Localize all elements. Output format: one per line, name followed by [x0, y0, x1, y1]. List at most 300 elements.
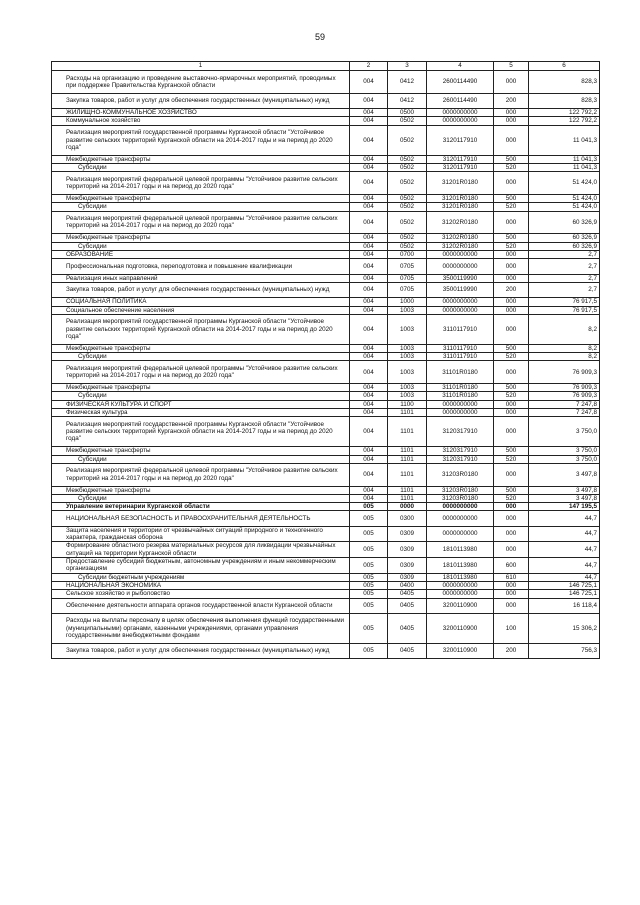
row-target: 3120317910: [427, 447, 494, 455]
row-section: 1101: [388, 447, 427, 455]
row-code: 005: [350, 526, 388, 542]
table-row: [52, 298, 600, 306]
row-section: 0502: [388, 211, 427, 234]
row-name: Защита населения и территории от чрезвычайных ситуаций природного и техногенного характера, гражданская оборона: [52, 526, 350, 542]
row-amount: 146 725,1: [529, 590, 600, 598]
table-row: [52, 306, 600, 314]
row-amount: 147 195,5: [529, 503, 600, 511]
row-type: 100: [494, 613, 529, 643]
row-target: 0000000000: [427, 581, 494, 589]
row-name: Субсидии: [52, 494, 350, 502]
row-section: 1101: [388, 494, 427, 502]
row-amount: 44,7: [529, 526, 600, 542]
row-target: 31101R0180: [427, 384, 494, 392]
row-amount: 3 497,8: [529, 486, 600, 494]
row-amount: 60 326,9: [529, 211, 600, 234]
row-amount: 8,2: [529, 344, 600, 352]
table-row: [52, 408, 600, 416]
page-number: 59: [314, 32, 325, 42]
row-amount: 756,3: [529, 643, 600, 658]
row-type: 000: [494, 109, 529, 117]
row-section: 1003: [388, 306, 427, 314]
row-name: Субсидии: [52, 203, 350, 211]
row-amount: 60 326,9: [529, 234, 600, 242]
table-row: [52, 361, 600, 384]
header-col-3: 3: [388, 62, 427, 71]
row-code: 004: [350, 259, 388, 274]
row-target: 0000000000: [427, 306, 494, 314]
row-type: 000: [494, 274, 529, 282]
row-section: 0405: [388, 598, 427, 613]
row-name: СОЦИАЛЬНАЯ ПОЛИТИКА: [52, 298, 350, 306]
row-code: 005: [350, 511, 388, 526]
table-row: [52, 194, 600, 202]
row-section: 0412: [388, 71, 427, 94]
row-code: 004: [350, 203, 388, 211]
row-section: 1101: [388, 486, 427, 494]
row-target: 3120317910: [427, 455, 494, 463]
row-name: Реализация мероприятий федеральной целевой программы "Устойчивое развитие сельских территорий на 2014-2017 годы и на период до 2020 года": [52, 172, 350, 195]
row-section: 0502: [388, 155, 427, 163]
row-section: 1101: [388, 455, 427, 463]
row-code: 004: [350, 125, 388, 155]
row-type: 000: [494, 314, 529, 344]
row-target: 31202R0180: [427, 211, 494, 234]
row-name: Межбюджетные трансферты: [52, 447, 350, 455]
row-section: 0502: [388, 125, 427, 155]
row-type: 500: [494, 234, 529, 242]
table-row: [52, 250, 600, 258]
row-amount: 3 750,0: [529, 417, 600, 447]
table-row: [52, 417, 600, 447]
row-target: 0000000000: [427, 250, 494, 258]
row-amount: 44,7: [529, 573, 600, 581]
row-name: Межбюджетные трансферты: [52, 384, 350, 392]
table-row: [52, 314, 600, 344]
row-section: 1101: [388, 463, 427, 486]
row-target: 0000000000: [427, 298, 494, 306]
row-target: 2600114490: [427, 71, 494, 94]
row-target: 31202R0180: [427, 234, 494, 242]
row-code: 004: [350, 211, 388, 234]
row-amount: 11 041,3: [529, 155, 600, 163]
row-code: 004: [350, 194, 388, 202]
table-header-row: [52, 62, 600, 71]
table-row: [52, 344, 600, 352]
row-code: 004: [350, 361, 388, 384]
row-section: 0705: [388, 259, 427, 274]
row-type: 000: [494, 598, 529, 613]
row-target: 0000000000: [427, 590, 494, 598]
row-name: Межбюджетные трансферты: [52, 344, 350, 352]
row-amount: 3 750,0: [529, 455, 600, 463]
row-code: 004: [350, 384, 388, 392]
table-row: [52, 455, 600, 463]
table-row: [52, 558, 600, 574]
row-target: 1810113980: [427, 573, 494, 581]
row-section: 0405: [388, 613, 427, 643]
header-col-4: 4: [427, 62, 494, 71]
row-type: 500: [494, 447, 529, 455]
row-target: 1810113980: [427, 558, 494, 574]
row-section: 0405: [388, 643, 427, 658]
row-target: 1810113980: [427, 542, 494, 558]
row-name: Формирование областного резерва материальных ресурсов для ликвидации чрезвычайных ситуаций на территории Курганской области: [52, 542, 350, 558]
row-name: Физическая культура: [52, 408, 350, 416]
row-name: Субсидии бюджетным учреждениям: [52, 573, 350, 581]
row-amount: 11 041,3: [529, 125, 600, 155]
row-section: 1100: [388, 400, 427, 408]
row-target: 0000000000: [427, 117, 494, 125]
row-code: 004: [350, 274, 388, 282]
row-target: 0000000000: [427, 400, 494, 408]
row-type: 500: [494, 486, 529, 494]
row-amount: 2,7: [529, 250, 600, 258]
row-type: 000: [494, 542, 529, 558]
row-amount: 2,7: [529, 282, 600, 297]
row-amount: 122 792,2: [529, 109, 600, 117]
table-row: [52, 463, 600, 486]
header-col-5: 5: [494, 62, 529, 71]
row-type: 000: [494, 526, 529, 542]
row-name: НАЦИОНАЛЬНАЯ БЕЗОПАСНОСТЬ И ПРАВООХРАНИТЕЛЬНАЯ ДЕЯТЕЛЬНОСТЬ: [52, 511, 350, 526]
row-section: 1101: [388, 408, 427, 416]
row-section: 1003: [388, 344, 427, 352]
row-amount: 60 326,9: [529, 242, 600, 250]
row-code: 005: [350, 643, 388, 658]
row-amount: 8,2: [529, 353, 600, 361]
row-target: 3500119990: [427, 282, 494, 297]
row-code: 004: [350, 314, 388, 344]
table-row: [52, 71, 600, 94]
row-target: 0000000000: [427, 408, 494, 416]
table-row: [52, 643, 600, 658]
table-row: [52, 526, 600, 542]
row-amount: 828,3: [529, 71, 600, 94]
row-type: 200: [494, 643, 529, 658]
row-name: Реализация мероприятий государственной программы Курганской области "Устойчивое развитие сельских территорий Курганской области на 2014-2017 годы и на период до 2020 года": [52, 417, 350, 447]
table-row: [52, 447, 600, 455]
row-type: 600: [494, 558, 529, 574]
table-row: [52, 494, 600, 502]
row-type: 200: [494, 282, 529, 297]
row-target: 0000000000: [427, 511, 494, 526]
row-target: 0000000000: [427, 526, 494, 542]
row-section: 0405: [388, 590, 427, 598]
row-amount: 44,7: [529, 511, 600, 526]
row-target: 0000000000: [427, 259, 494, 274]
row-code: 004: [350, 250, 388, 258]
table-row: [52, 282, 600, 297]
row-name: Реализация иных направлений: [52, 274, 350, 282]
table-row: [52, 384, 600, 392]
row-target: 3110117910: [427, 353, 494, 361]
row-section: 1003: [388, 353, 427, 361]
row-target: 3120117910: [427, 125, 494, 155]
row-amount: 3 497,8: [529, 494, 600, 502]
row-amount: 51 424,0: [529, 172, 600, 195]
row-section: 0500: [388, 109, 427, 117]
row-target: 31201R0180: [427, 203, 494, 211]
row-amount: 3 750,0: [529, 447, 600, 455]
row-name: Реализация мероприятий федеральной целевой программы "Устойчивое развитие сельских территорий на 2014-2017 годы и на период до 2020 года": [52, 463, 350, 486]
table-row: [52, 155, 600, 163]
row-type: 000: [494, 511, 529, 526]
row-name: Сельское хозяйство и рыболовство: [52, 590, 350, 598]
row-code: 005: [350, 573, 388, 581]
row-section: 1000: [388, 298, 427, 306]
row-type: 500: [494, 344, 529, 352]
row-target: 31101R0180: [427, 392, 494, 400]
row-type: 000: [494, 172, 529, 195]
row-type: 000: [494, 408, 529, 416]
row-name: Закупка товаров, работ и услуг для обеспечения государственных (муниципальных) нужд: [52, 93, 350, 108]
row-type: 610: [494, 573, 529, 581]
row-amount: 828,3: [529, 93, 600, 108]
row-amount: 2,7: [529, 274, 600, 282]
row-name: Обеспечение деятельности аппарата органов государственной власти Курганской области: [52, 598, 350, 613]
row-code: 005: [350, 590, 388, 598]
row-target: 3200110900: [427, 613, 494, 643]
row-target: 3120117910: [427, 155, 494, 163]
row-code: 005: [350, 598, 388, 613]
row-section: 0502: [388, 117, 427, 125]
header-col-1: 1: [52, 62, 350, 71]
row-section: 0309: [388, 558, 427, 574]
row-name: Межбюджетные трансферты: [52, 486, 350, 494]
row-code: 004: [350, 417, 388, 447]
row-amount: 44,7: [529, 558, 600, 574]
row-type: 520: [494, 203, 529, 211]
row-section: 1101: [388, 417, 427, 447]
row-name: Закупка товаров, работ и услуг для обеспечения государственных (муниципальных) нужд: [52, 643, 350, 658]
row-code: 004: [350, 447, 388, 455]
row-code: 004: [350, 172, 388, 195]
row-target: 31202R0180: [427, 242, 494, 250]
row-code: 004: [350, 486, 388, 494]
table-row: [52, 503, 600, 511]
row-section: 0502: [388, 203, 427, 211]
table-row: [52, 274, 600, 282]
row-type: 000: [494, 117, 529, 125]
row-section: 1003: [388, 361, 427, 384]
table-row: [52, 125, 600, 155]
row-code: 005: [350, 558, 388, 574]
row-code: 004: [350, 306, 388, 314]
row-section: 0400: [388, 581, 427, 589]
row-type: 520: [494, 494, 529, 502]
row-name: Межбюджетные трансферты: [52, 194, 350, 202]
row-name: Субсидии: [52, 353, 350, 361]
header-col-6: 6: [529, 62, 600, 71]
row-name: Субсидии: [52, 163, 350, 171]
row-type: 520: [494, 242, 529, 250]
row-section: 0502: [388, 163, 427, 171]
row-type: 000: [494, 306, 529, 314]
table-row: [52, 353, 600, 361]
row-type: 500: [494, 194, 529, 202]
row-amount: 51 424,0: [529, 203, 600, 211]
row-target: 31203R0180: [427, 494, 494, 502]
row-name: Профессиональная подготовка, переподготовка и повышение квалификации: [52, 259, 350, 274]
row-type: 000: [494, 361, 529, 384]
row-code: 004: [350, 494, 388, 502]
table-row: [52, 234, 600, 242]
row-section: 0309: [388, 573, 427, 581]
row-section: 1003: [388, 314, 427, 344]
row-section: 1003: [388, 384, 427, 392]
row-code: 004: [350, 353, 388, 361]
row-amount: 51 424,0: [529, 194, 600, 202]
row-name: Реализация мероприятий федеральной целевой программы "Устойчивое развитие сельских территорий на 2014-2017 годы и на период до 2020 года": [52, 361, 350, 384]
row-section: 0700: [388, 250, 427, 258]
row-section: 0502: [388, 172, 427, 195]
row-code: 004: [350, 93, 388, 108]
row-target: 3200110900: [427, 598, 494, 613]
row-section: 0502: [388, 194, 427, 202]
row-code: 004: [350, 71, 388, 94]
row-name: Реализация мероприятий государственной программы Курганской области "Устойчивое развитие сельских территорий Курганской области на 2014-2017 годы и на период до 2020 года": [52, 125, 350, 155]
row-amount: 2,7: [529, 259, 600, 274]
row-section: 0300: [388, 511, 427, 526]
row-name: Расходы на выплаты персоналу в целях обеспечения выполнения функций государственными (муниципальными) органами, казенными учреждениями, органами управления государственными внебюджетными фондами: [52, 613, 350, 643]
row-code: 005: [350, 542, 388, 558]
row-amount: 76 917,5: [529, 298, 600, 306]
header-col-2: 2: [350, 62, 388, 71]
row-type: 000: [494, 125, 529, 155]
row-target: 3110117910: [427, 344, 494, 352]
row-amount: 76 917,5: [529, 306, 600, 314]
row-name: Расходы на организацию и проведение выставочно-ярмарочных мероприятий, проводимых при поддержке Правительства Курганской области: [52, 71, 350, 94]
table-row: [52, 400, 600, 408]
row-section: 0309: [388, 542, 427, 558]
row-type: 000: [494, 400, 529, 408]
row-amount: 11 041,3: [529, 163, 600, 171]
row-amount: 122 792,2: [529, 117, 600, 125]
row-name: Субсидии: [52, 242, 350, 250]
table-row: [52, 581, 600, 589]
row-section: 0705: [388, 274, 427, 282]
row-target: 0000000000: [427, 503, 494, 511]
row-type: 520: [494, 353, 529, 361]
row-type: 000: [494, 581, 529, 589]
row-code: 004: [350, 234, 388, 242]
row-type: 500: [494, 384, 529, 392]
row-target: 3120117910: [427, 163, 494, 171]
row-amount: 16 118,4: [529, 598, 600, 613]
row-name: Субсидии: [52, 455, 350, 463]
row-name: ЖИЛИЩНО-КОММУНАЛЬНОЕ ХОЗЯЙСТВО: [52, 109, 350, 117]
row-name: ОБРАЗОВАНИЕ: [52, 250, 350, 258]
row-code: 004: [350, 400, 388, 408]
row-code: 005: [350, 581, 388, 589]
budget-table: [51, 61, 600, 659]
row-code: 004: [350, 408, 388, 416]
row-type: 000: [494, 590, 529, 598]
row-name: НАЦИОНАЛЬНАЯ ЭКОНОМИКА: [52, 581, 350, 589]
table-row: [52, 93, 600, 108]
row-type: 000: [494, 211, 529, 234]
row-section: 0309: [388, 526, 427, 542]
row-name: Реализация мероприятий государственной программы Курганской области "Устойчивое развитие сельских территорий Курганской области на 2014-2017 годы и на период до 2020 года": [52, 314, 350, 344]
row-section: 0502: [388, 234, 427, 242]
row-target: 3200110900: [427, 643, 494, 658]
row-name: Коммунальное хозяйство: [52, 117, 350, 125]
row-amount: 7 247,8: [529, 408, 600, 416]
row-target: 31201R0180: [427, 172, 494, 195]
row-code: 004: [350, 282, 388, 297]
row-target: 0000000000: [427, 109, 494, 117]
row-type: 000: [494, 463, 529, 486]
row-target: 31101R0180: [427, 361, 494, 384]
row-code: 005: [350, 503, 388, 511]
row-code: 004: [350, 109, 388, 117]
row-name: Закупка товаров, работ и услуг для обеспечения государственных (муниципальных) нужд: [52, 282, 350, 297]
row-code: 004: [350, 392, 388, 400]
row-type: 000: [494, 259, 529, 274]
row-amount: 76 909,3: [529, 361, 600, 384]
table-row: [52, 486, 600, 494]
row-amount: 76 909,3: [529, 392, 600, 400]
row-type: 000: [494, 250, 529, 258]
row-amount: 146 725,1: [529, 581, 600, 589]
row-name: Предоставление субсидий бюджетным, автономным учреждениям и иным некоммерческим организациям: [52, 558, 350, 574]
table-row: [52, 542, 600, 558]
row-type: 000: [494, 71, 529, 94]
row-target: 3500119990: [427, 274, 494, 282]
row-name: Межбюджетные трансферты: [52, 155, 350, 163]
row-code: 004: [350, 455, 388, 463]
row-code: 005: [350, 613, 388, 643]
row-amount: 76 909,3: [529, 384, 600, 392]
row-target: 3110117910: [427, 314, 494, 344]
row-code: 004: [350, 155, 388, 163]
table-row: [52, 392, 600, 400]
row-type: 000: [494, 503, 529, 511]
table-row: [52, 211, 600, 234]
row-name: Управление ветеринарии Курганской области: [52, 503, 350, 511]
row-target: 31201R0180: [427, 194, 494, 202]
table-row: [52, 203, 600, 211]
row-target: 31203R0180: [427, 463, 494, 486]
table-row: [52, 598, 600, 613]
row-target: 31203R0180: [427, 486, 494, 494]
table-row: [52, 163, 600, 171]
row-name: Межбюджетные трансферты: [52, 234, 350, 242]
table-row: [52, 511, 600, 526]
row-name: Реализация мероприятий федеральной целевой программы "Устойчивое развитие сельских территорий на 2014-2017 годы и на период до 2020 года": [52, 211, 350, 234]
table-row: [52, 109, 600, 117]
row-code: 004: [350, 242, 388, 250]
row-section: 0412: [388, 93, 427, 108]
table-row: [52, 573, 600, 581]
row-section: 0502: [388, 242, 427, 250]
row-type: 520: [494, 455, 529, 463]
row-type: 000: [494, 298, 529, 306]
row-code: 004: [350, 163, 388, 171]
row-amount: 15 306,2: [529, 613, 600, 643]
row-type: 520: [494, 392, 529, 400]
table-row: [52, 242, 600, 250]
table-row: [52, 259, 600, 274]
row-section: 0705: [388, 282, 427, 297]
row-code: 004: [350, 298, 388, 306]
row-amount: 7 247,8: [529, 400, 600, 408]
table-row: [52, 172, 600, 195]
row-code: 004: [350, 463, 388, 486]
table-row: [52, 590, 600, 598]
row-name: ФИЗИЧЕСКАЯ КУЛЬТУРА И СПОРТ: [52, 400, 350, 408]
